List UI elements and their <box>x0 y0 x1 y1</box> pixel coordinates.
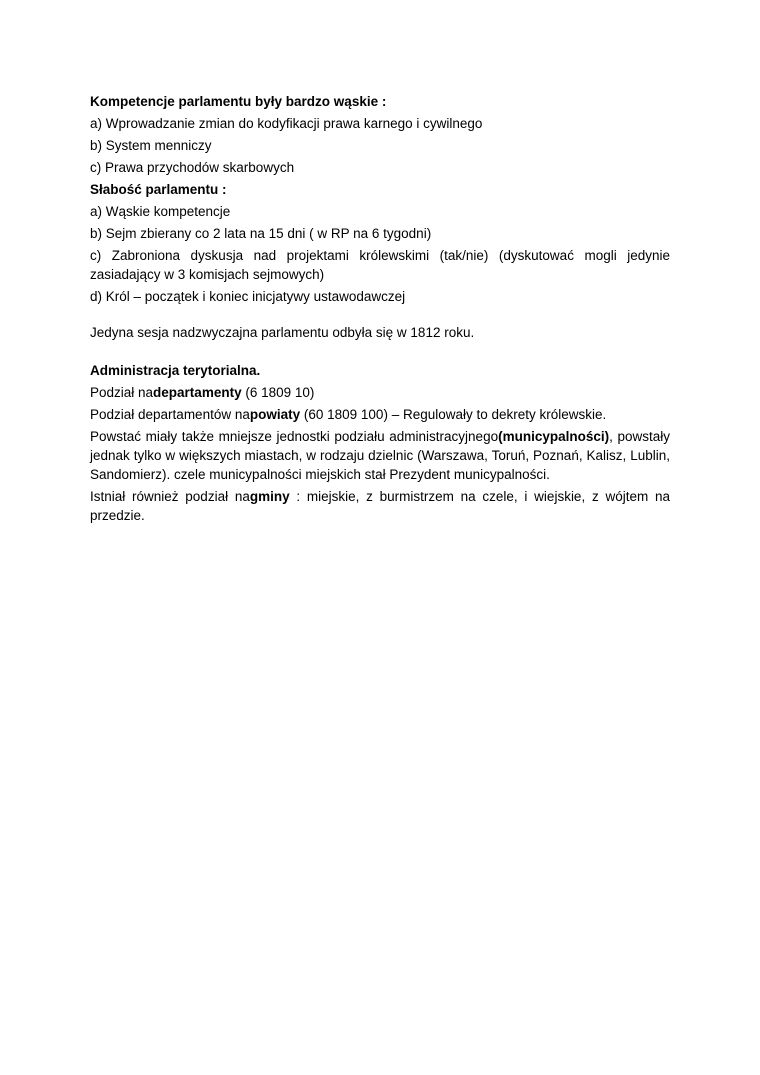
admin-line-communes: Istniał również podział nagminy : miejskie, z burmistrzem na czele, i wiejskie, z wójtem na przedzie. <box>90 489 670 523</box>
section-heading-administration <box>90 361 670 380</box>
section-heading-competences <box>90 92 670 111</box>
admin-line-municipalities: Powstać miały także mniejsze jednostki podziału administracyjnego(municypalności), powstały jednak tylko w większych miastach, w rodzaju dzielnic (Warszawa, Toruń, Poznań, Kalisz, Lublin, Sandomierz). czele municypalności miejskich stał Prezydent municypalności. <box>90 429 671 482</box>
admin-line-districts: Podział departamentów napowiaty (60 1809 100) – Regulowały to dekrety królewskie. <box>90 407 607 422</box>
session-note: Jedyna sesja nadzwyczajna parlamentu odbyła się w 1812 roku. <box>90 325 475 340</box>
heading-text: Kompetencje parlamentu były bardzo wąskie : <box>90 94 387 109</box>
admin-line-departments: Podział nadepartamenty (6 1809 10) <box>90 385 315 400</box>
list-item: b) System menniczy <box>90 138 212 153</box>
list-item: d) Król – początek i koniec inicjatywy ustawodawczej <box>90 289 406 304</box>
list-item: c) Prawa przychodów skarbowych <box>90 160 295 175</box>
document-body <box>90 92 670 528</box>
list-item: a) Wąskie kompetencje <box>90 204 231 219</box>
list-item: b) Sejm zbierany co 2 lata na 15 dni ( w RP na 6 tygodni) <box>90 226 432 241</box>
heading-text: Administracja terytorialna. <box>90 363 261 378</box>
list-item: c) Zabroniona dyskusja nad projektami królewskimi (tak/nie) (dyskutować mogli jedynie zasiadający w 3 komisjach sejmowych) <box>90 248 670 282</box>
heading-text: Słabość parlamentu : <box>90 182 227 197</box>
list-item: a) Wprowadzanie zmian do kodyfikacji prawa karnego i cywilnego <box>90 116 483 131</box>
section-heading-weakness <box>90 180 670 199</box>
